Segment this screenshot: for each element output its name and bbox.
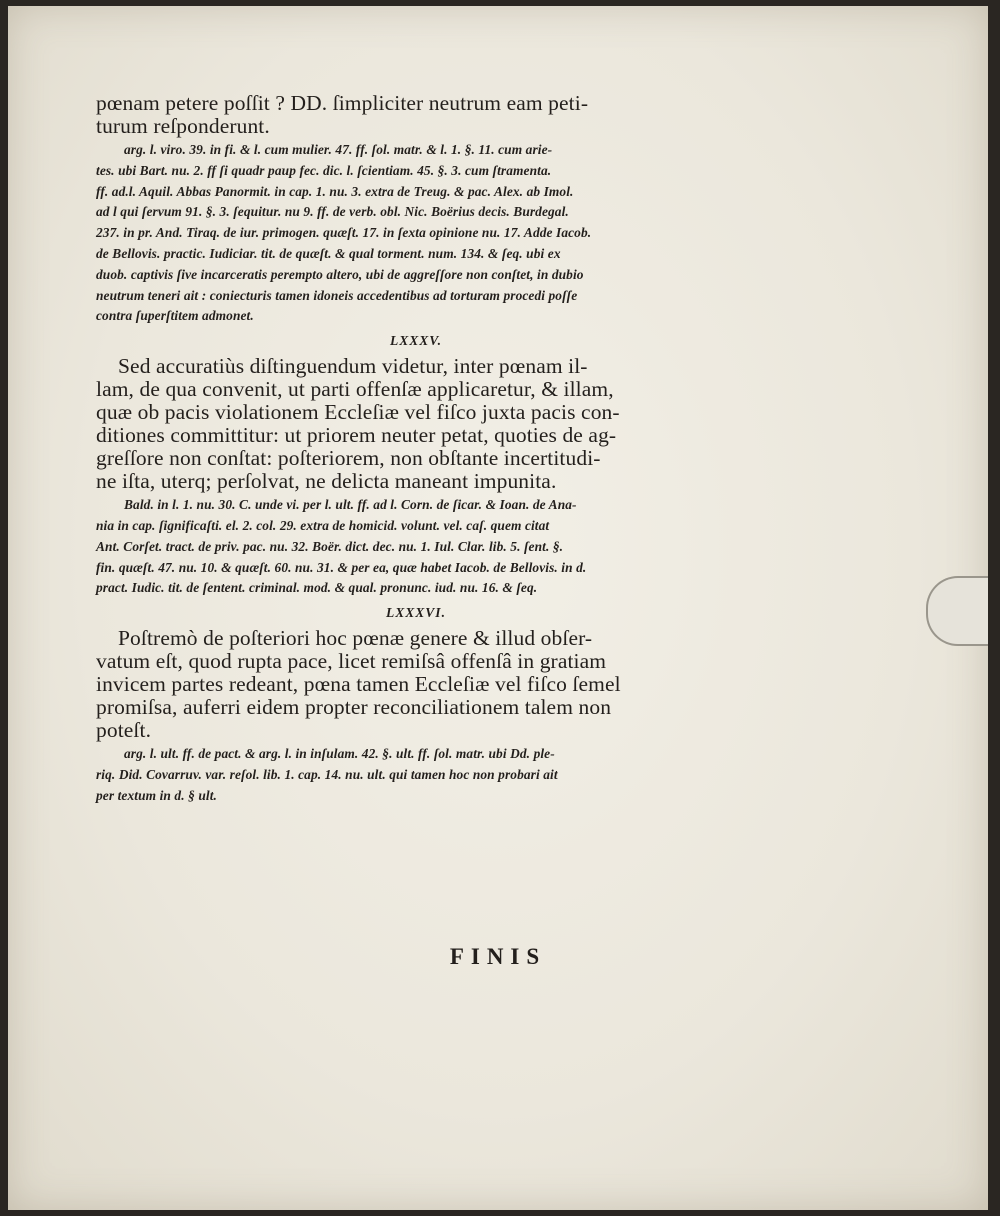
text-line: promiſsa, auferri eidem propter reconciliationem talem non bbox=[96, 695, 612, 720]
text-line: quæ ob pacis violationem Eccleſiæ vel fiſco juxta pacis con- bbox=[96, 400, 620, 425]
text-line: ne iſta, uterq; perſolvat, ne delicta maneant impunita. bbox=[96, 469, 557, 494]
section-number: LXXXVI. bbox=[386, 605, 446, 621]
text-line: invicem partes redeant, pœna tamen Eccleſiæ vel fiſco ſemel bbox=[96, 672, 621, 697]
note-line: tes. ubi Bart. nu. 2. ff ſi quadr paup fec. dic. l. ſcientiam. 45. §. 3. cum ſtramenta. bbox=[96, 162, 552, 178]
paragraph-lxxxvi bbox=[96, 627, 736, 742]
note-line: fin. quæſt. 47. nu. 10. & quæſt. 60. nu. 31. & per ea, quæ habet Iacob. de Bellovis. in d. bbox=[96, 559, 587, 575]
note-line: ad l qui ſervum 91. §. 3. ſequitur. nu 9. ff. de verb. obl. Nic. Boërius decis. Burdegal. bbox=[96, 204, 569, 220]
citation-note bbox=[96, 744, 736, 806]
text-line: Poſtremò de poſteriori hoc pœnæ genere & illud obſer- bbox=[118, 626, 593, 651]
note-line: arg. l. viro. 39. in fi. & l. cum mulier. 47. ff. ſol. matr. & l. 1. §. 11. cum arie- bbox=[124, 142, 553, 157]
note-line: Ant. Corſet. tract. de priv. pac. nu. 32. Boër. dict. dec. nu. 1. Iul. Clar. lib. 5. ſent. §. bbox=[96, 538, 564, 554]
note-line: contra ſuperſtitem admonet. bbox=[96, 308, 254, 324]
text-line: vatum eſt, quod rupta pace, licet remiſsâ offenſâ in gratiam bbox=[96, 649, 607, 674]
paragraph-continued bbox=[96, 92, 736, 138]
citation-note bbox=[96, 495, 736, 599]
note-line: 237. in pr. And. Tiraq. de iur. primogen. quæſt. 17. in ſexta opinione nu. 17. Adde Iacob. bbox=[96, 225, 592, 241]
note-line: pract. Iudic. tit. de ſentent. criminal. mod. & qual. pronunc. iud. nu. 16. & ſeq. bbox=[96, 580, 538, 596]
note-line: nia in cap. ſignificaſti. el. 2. col. 29. extra de homicid. volunt. vel. caſ. quem citat bbox=[96, 517, 550, 533]
note-line: arg. l. ult. ff. de pact. & arg. l. in inſulam. 42. §. ult. ff. ſol. matr. ubi Dd. ple- bbox=[124, 746, 555, 762]
text-line: greſſore non conſtat: poſteriorem, non obſtante incertitudi- bbox=[96, 446, 601, 471]
text-line: Sed accuratiùs diſtinguendum videtur, inter pœnam il- bbox=[118, 354, 588, 379]
note-line: riq. Did. Covarruv. var. reſol. lib. 1. cap. 14. nu. ult. qui tamen hoc non probari ait bbox=[96, 766, 558, 782]
note-line: per textum in d. § ult. bbox=[96, 787, 217, 803]
text-line: pœnam petere poſſit ? DD. ſimpliciter neutrum eam peti- bbox=[96, 91, 589, 115]
page-clip bbox=[926, 576, 988, 646]
page-text bbox=[96, 92, 736, 809]
text-line: poteſt. bbox=[96, 718, 152, 743]
paragraph-lxxxv bbox=[96, 355, 736, 493]
note-line: ff. ad.l. Aquil. Abbas Panormit. in cap. 1. nu. 3. extra de Treug. & pac. Alex. ab Imol. bbox=[96, 183, 574, 199]
text-line: turum reſponderunt. bbox=[96, 114, 270, 138]
text-line: ditiones committitur: ut priorem neuter petat, quoties de ag- bbox=[96, 423, 617, 448]
note-line: neutrum teneri ait : coniecturis tamen idoneis accedentibus ad torturam procedi poſſe bbox=[96, 287, 578, 303]
note-line: Bald. in l. 1. nu. 30. C. unde vi. per l. ult. ff. ad l. Corn. de ſicar. & Ioan. de Ana- bbox=[124, 497, 577, 513]
book-page bbox=[8, 6, 988, 1210]
note-line: de Bellovis. practic. Iudiciar. tit. de quæſt. & qual torment. num. 134. & ſeq. ubi ex bbox=[96, 245, 561, 261]
finis-colophon: FINIS bbox=[449, 944, 547, 969]
section-number: LXXXV. bbox=[390, 333, 442, 349]
note-line: duob. captivis ſive incarceratis perempto altero, ubi de aggreſſore non conſtet, in dubio bbox=[96, 266, 584, 282]
text-line: lam, de qua convenit, ut parti offenſæ applicaretur, & illam, bbox=[96, 377, 614, 402]
citation-note bbox=[96, 140, 736, 327]
